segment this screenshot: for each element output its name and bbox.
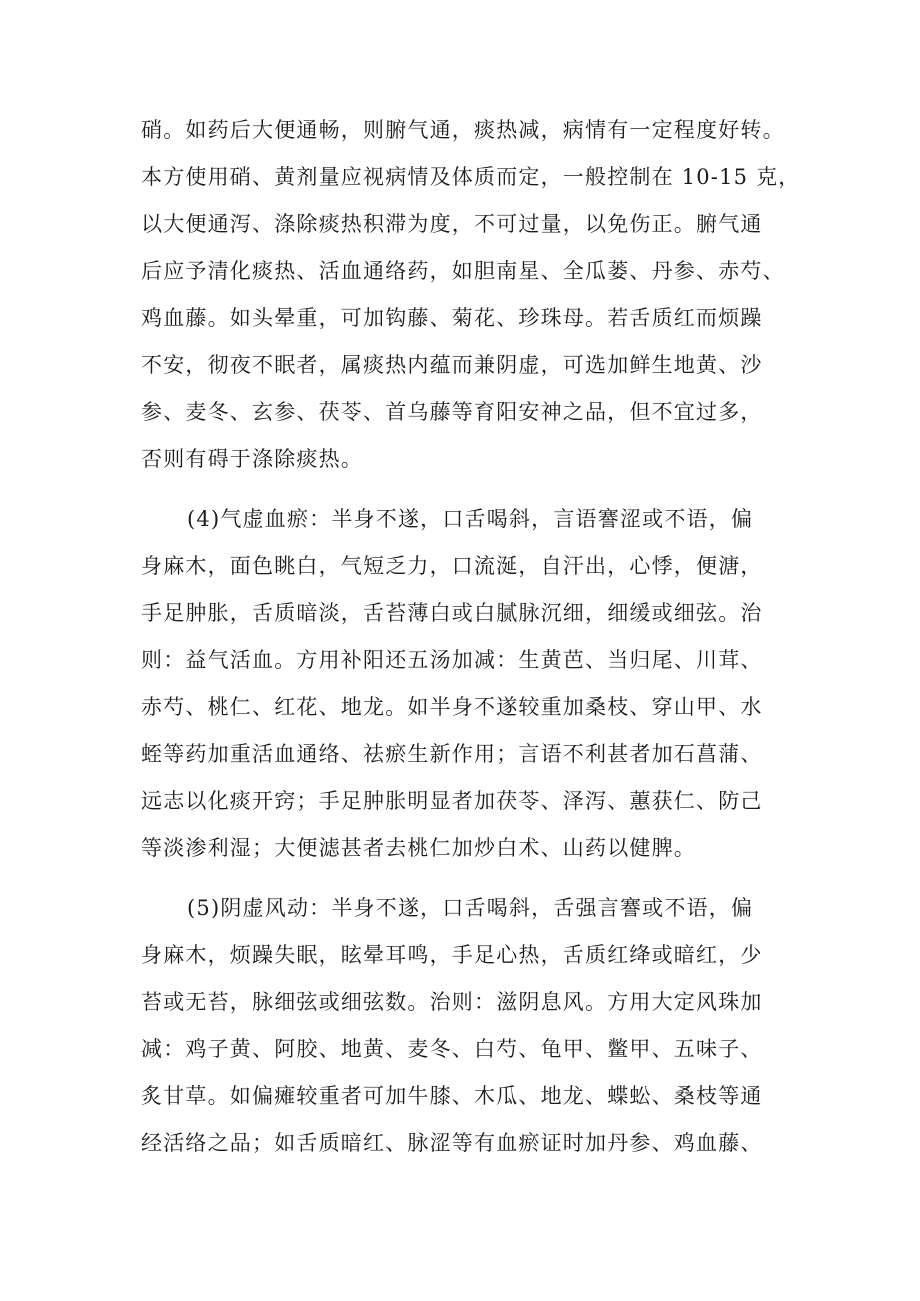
- text-line-19: 苔或无苔，脉细弦或细弦数。治则：滋阴息风。方用大定风珠加: [141, 990, 763, 1014]
- text-line-1: 硝。如药后大便通畅，则腑气通，痰热减，病情有一定程度好转。: [141, 118, 785, 142]
- text-line-2: 本方使用硝、黄剂量应视病情及体质而定，一般控制在 10-15 克，: [141, 165, 801, 189]
- paragraph-4-heading-line: (4)气虚血瘀：半身不遂，口舌喝斜，言语謇涩或不语，偏: [187, 507, 754, 531]
- text-line-14: 蛭等药加重活血通络、祛瘀生新作用；言语不利甚者加石菖蒲、: [141, 742, 763, 766]
- text-line-10: 身麻木，面色眺白，气短乏力，口流涎，自汗出，心悸，便溏，: [141, 554, 763, 578]
- text-line-5: 鸡血藤。如头晕重，可加钩藤、菊花、珍珠母。若舌质红而烦躁: [141, 306, 763, 330]
- text-line-12: 则：益气活血。方用补阳还五汤加减：生黄芭、当归尾、川茸、: [141, 648, 763, 672]
- paragraph-5-heading-line: (5)阴虚风动：半身不遂，口舌喝斜，舌强言謇或不语，偏: [187, 896, 754, 920]
- text-line-4: 后应予清化痰热、活血通络药，如胆南星、全瓜蒌、丹参、赤芍、: [141, 259, 785, 283]
- text-line-20: 减：鸡子黄、阿胶、地黄、麦冬、白芍、龟甲、鳖甲、五味子、: [141, 1037, 763, 1061]
- text-line-7: 参、麦冬、玄参、茯苓、首乌藤等育阳安神之品，但不宜过多，: [141, 400, 763, 424]
- text-line-18: 身麻木，烦躁失眠，眩晕耳鸣，手足心热，舌质红绛或暗红，少: [141, 943, 763, 967]
- text-line-11: 手足肿胀，舌质暗淡，舌苔薄白或白腻脉沉细，细缓或细弦。治: [141, 601, 763, 625]
- text-line-3: 以大便通泻、涤除痰热积滞为度，不可过量，以免伤正。腑气通: [141, 212, 763, 236]
- text-line-8: 否则有碍于涤除痰热。: [141, 447, 363, 471]
- text-line-21: 炙甘草。如偏瘫较重者可加牛膝、木瓜、地龙、蝶蚣、桑枝等通: [141, 1084, 763, 1108]
- text-line-6: 不安，彻夜不眠者，属痰热内蕴而兼阴虚，可选加鲜生地黄、沙: [141, 353, 763, 377]
- text-line-16: 等淡渗利湿；大便滤甚者去桃仁加炒白术、山药以健脾。: [141, 836, 696, 860]
- text-line-22: 经活络之品；如舌质暗红、脉涩等有血瘀证时加丹参、鸡血藤、: [141, 1131, 763, 1155]
- text-line-13: 赤芍、桃仁、红花、地龙。如半身不遂较重加桑枝、穿山甲、水: [141, 695, 763, 719]
- text-line-15: 远志以化痰开窍；手足肿胀明显者加茯苓、泽泻、蕙获仁、防己: [141, 789, 763, 813]
